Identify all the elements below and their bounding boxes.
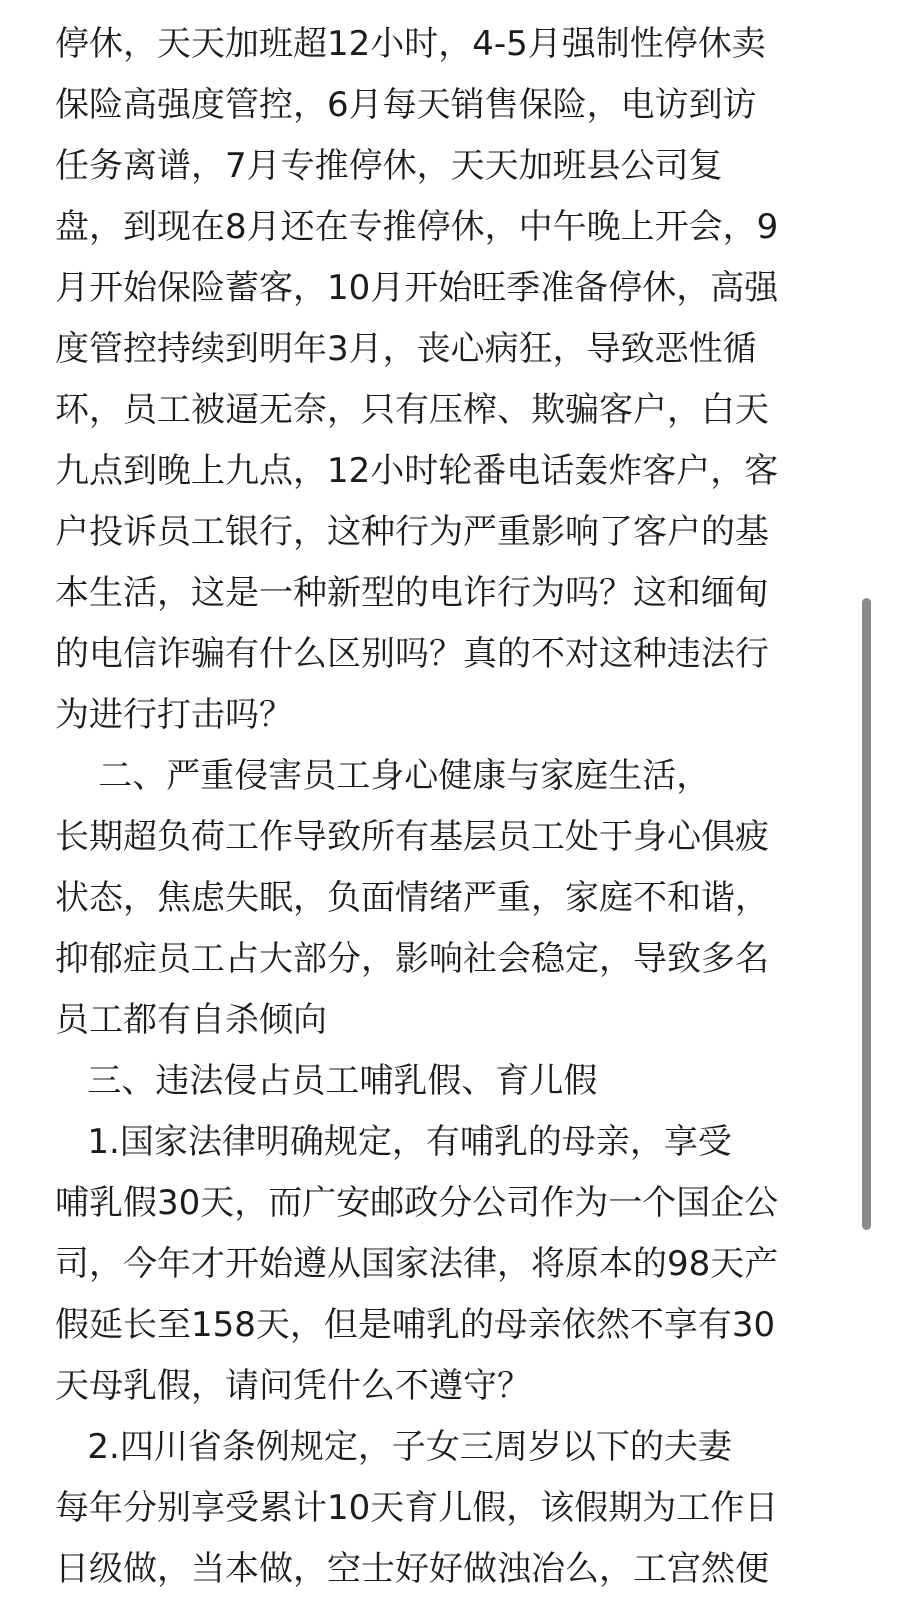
text-line: 户投诉员工银行，这种行为严重影响了客户的基 — [55, 512, 769, 552]
text-line: 盘，到现在8月还在专推停休，中午晚上开会，9 — [55, 207, 779, 247]
text-line: 哺乳假30天，而广安邮政分公司作为一个国企公 — [55, 1183, 779, 1223]
text-line: 抑郁症员工占大部分，影响社会稳定，导致多名 — [55, 939, 769, 979]
text-line-partial: 日级做，当本做，空士好好做浊冶么，工宫然便 — [55, 1549, 769, 1589]
text-line: 为进行打击吗？ — [55, 695, 293, 735]
text-line: 环，员工被逼无奈，只有压榨、欺骗客户，白天 — [55, 390, 769, 430]
text-line: 天母乳假，请问凭什么不遵守？ — [55, 1366, 531, 1406]
text-line: 度管控持续到明年3月，丧心病狂，导致恶性循 — [55, 329, 757, 369]
vertical-scrollbar[interactable] — [862, 598, 871, 1230]
text-line: 月开始保险蓄客，10月开始旺季准备停休，高强 — [55, 268, 779, 308]
text-line: 员工都有自杀倾向 — [55, 1000, 327, 1040]
section-heading: 二、严重侵害员工身心健康与家庭生活， — [55, 756, 711, 796]
text-line: 假延长至158天，但是哺乳的母亲依然不享有30 — [55, 1305, 776, 1345]
text-line: 本生活，这是一种新型的电诈行为吗？这和缅甸 — [55, 573, 769, 613]
text-line: 停休，天天加班超12小时，4-5月强制性停休卖 — [55, 24, 766, 64]
text-line: 2.四川省条例规定，子女三周岁以下的夫妻 — [55, 1427, 732, 1467]
section-heading: 三、违法侵占员工哺乳假、育儿假 — [55, 1061, 598, 1101]
text-line: 长期超负荷工作导致所有基层员工处于身心俱疲 — [55, 817, 769, 857]
text-line: 司，今年才开始遵从国家法律，将原本的98天产 — [55, 1244, 779, 1284]
text-line: 九点到晚上九点，12小时轮番电话轰炸客户，客 — [55, 451, 779, 491]
text-line: 每年分别享受累计10天育儿假，该假期为工作日 — [55, 1488, 779, 1528]
text-line: 保险高强度管控，6月每天销售保险，电访到访 — [55, 85, 757, 125]
text-line: 状态，焦虑失眠，负面情绪严重，家庭不和谐， — [55, 878, 769, 918]
text-line: 1.国家法律明确规定，有哺乳的母亲，享受 — [55, 1122, 732, 1162]
text-line: 的电信诈骗有什么区别吗？真的不对这种违法行 — [55, 634, 769, 674]
text-line: 任务离谱，7月专推停休，天天加班县公司复 — [55, 146, 723, 186]
article-body — [55, 14, 845, 1600]
